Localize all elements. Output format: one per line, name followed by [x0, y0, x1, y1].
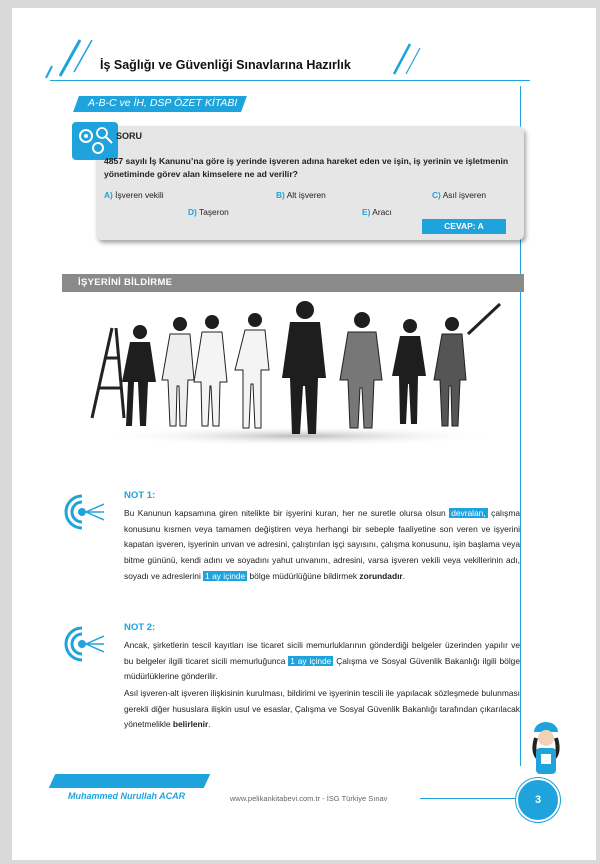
footer-url[interactable]: www.pelikankitabevi.com.tr - İSG Türkiye Sınav [230, 794, 388, 803]
question-text: 4857 sayılı İş Kanunu’na göre iş yerinde işveren adına hareket eden ve işin, iş yerinin ve işletmenin yönetiminde görev alan kimselere ne ad verilir? [104, 156, 509, 179]
question-label: SORU [116, 131, 143, 141]
note-1-title: NOT 1: [124, 490, 156, 501]
note-1-target-icon [62, 492, 104, 532]
note-1-text: Bu Kanunun kapsamına giren nitelikte bir işyerini kuran, her ne suretle olursa olsun devralan, çalışma konusunu kısmen veya tamamen değiştiren veya herhangi bir sebeple faaliyetine son veren ve işyerini kapatan işveren, işyerinin unvan ve adresini, çalıştırılan işçi sayısını, çalışma konusunu, işin başlama veya bitme gününü, kendi adını ve soyadını yahut unvanını, adresini, varsa işveren vekili veya vekillerinin adı, soyadı ve adreslerini 1 ay içinde bölge müdürlüğüne bildirmek zorundadır. [124, 508, 521, 581]
section-title: İŞYERİNİ BİLDİRME [78, 277, 173, 288]
option-c: C) Asıl işveren [432, 190, 487, 200]
page-number: 3 [516, 778, 560, 822]
note-2-target-icon [62, 624, 104, 664]
highlight-devralan: devralan, [451, 508, 486, 518]
highlight-1-ay-icinde: 1 ay içinde [205, 570, 246, 581]
note-2-paragraph-2: Asıl işveren-alt işveren ilişkisinin kurulması, bildirimi ve işyerinin tescili ile yapılacak sözleşmede bulunması gerekli diğer hususlara ilişkin usul ve esaslar, Çalışma ve Sosyal Güvenlik Bakanlığı tarafından çıkarılacak yönetmelikle belirlenir. [124, 688, 520, 730]
footer-author: Muhammed Nurullah ACAR [68, 791, 186, 801]
note-2-title: NOT 2: [124, 622, 156, 633]
subtitle-text: A-B-C ve İH, DSP ÖZET KİTABI [88, 97, 238, 109]
workers-silhouette-illustration [80, 298, 520, 448]
option-a: A) İşveren vekili [104, 190, 164, 200]
note-2-paragraph-1: Ancak, şirketlerin tescil kayıtları ise ticaret sicili memurluklarının gönderdiği belgeler üzerinden yapılır ve bu belgeler ilgili ticaret sicili memurluğunca 1 ay içinde Çalışma ve Sosyal Güvenlik Bakanlığı ilgili bölge müdürlüklerine gönderilir. [124, 640, 520, 682]
footer-band [49, 774, 211, 788]
option-e: E) Aracı [362, 207, 392, 217]
header-title: İş Sağlığı ve Güvenliği Sınavlarına Hazırlık [100, 58, 351, 72]
highlight-1-ay-icinde-2: 1 ay içinde [290, 655, 332, 666]
option-d: D) Taşeron [188, 207, 229, 217]
answer-badge: CEVAP: A [422, 219, 506, 234]
worker-mascot-icon [520, 718, 572, 780]
header-rule [50, 80, 530, 81]
header-slash-right-decoration [370, 40, 430, 80]
option-b: B) Alt işveren [276, 190, 326, 200]
footer-rule [420, 798, 520, 799]
